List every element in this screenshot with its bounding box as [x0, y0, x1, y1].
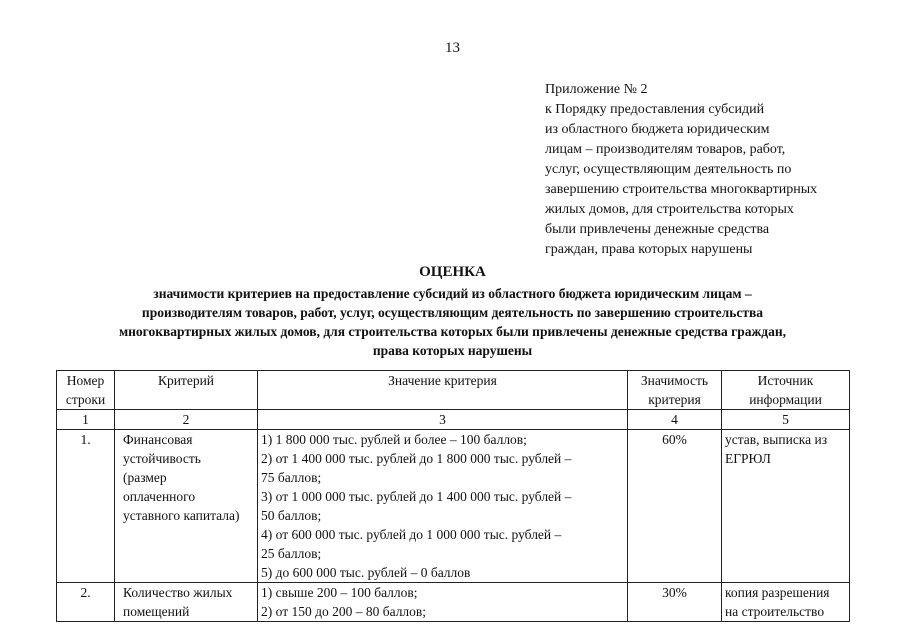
value-line: 50 баллов;	[261, 508, 322, 523]
appendix-line: услуг, осуществляющим деятельность по	[545, 162, 792, 177]
header-criterion	[115, 371, 258, 410]
table-row	[57, 583, 850, 622]
document-subtitle	[60, 284, 845, 360]
value-line: 3) от 1 000 000 тыс. рублей до 1 400 000 тыс. рублей –	[261, 489, 572, 504]
header-line: информации	[749, 392, 822, 407]
column-number-row	[57, 410, 850, 430]
value-line: 25 баллов;	[261, 546, 322, 561]
column-number: 1	[57, 410, 115, 430]
header-line: Источник	[757, 373, 814, 388]
source-line: устав, выписка из	[725, 432, 828, 447]
criterion-line: оплаченного	[123, 489, 196, 504]
header-line: Номер	[66, 373, 105, 388]
criterion-weight: 60%	[628, 430, 722, 583]
header-line: Критерий	[157, 373, 215, 388]
row-number: 1.	[57, 430, 115, 583]
header-line: Значимость	[640, 373, 709, 388]
appendix-line: Приложение № 2	[545, 82, 648, 97]
column-number: 5	[722, 410, 850, 430]
row-number: 2.	[57, 583, 115, 622]
criterion-value	[258, 583, 628, 622]
criterion-name	[115, 430, 258, 583]
criterion-line: (размер	[123, 470, 167, 485]
table-row	[57, 430, 850, 583]
criterion-line: Количество жилых	[123, 585, 233, 600]
subtitle-line: производителям товаров, работ, услуг, осуществляющим деятельность по завершению строительства	[141, 305, 764, 320]
information-source	[722, 430, 850, 583]
criterion-value	[258, 430, 628, 583]
header-line: строки	[65, 392, 106, 407]
value-line: 5) до 600 000 тыс. рублей – 0 баллов	[261, 565, 471, 580]
header-criterion-value	[258, 371, 628, 410]
header-row-number	[57, 371, 115, 410]
criterion-name	[115, 583, 258, 622]
subtitle-line: значимости критериев на предоставление субсидий из областного бюджета юридическим лицам –	[153, 286, 752, 301]
appendix-line: из областного бюджета юридическим	[545, 122, 770, 137]
appendix-line: завершению строительства многоквартирных	[545, 182, 818, 197]
subtitle-line: права которых нарушены	[372, 343, 533, 358]
source-line: копия разрешения	[725, 585, 830, 600]
criterion-line: Финансовая	[123, 432, 193, 447]
appendix-line: жилых домов, для строительства которых	[545, 202, 794, 217]
column-number: 4	[628, 410, 722, 430]
value-line: 1) свыше 200 – 100 баллов;	[261, 585, 418, 600]
criterion-weight: 30%	[628, 583, 722, 622]
column-number: 2	[115, 410, 258, 430]
header-information-source	[722, 371, 850, 410]
column-number: 3	[258, 410, 628, 430]
criterion-line: устойчивость	[123, 451, 201, 466]
criterion-line: уставного капитала)	[123, 508, 240, 523]
appendix-line: были привлечены денежные средства	[545, 222, 770, 237]
header-line: Значение критерия	[388, 373, 497, 388]
criteria-table	[56, 370, 850, 622]
appendix-line: лицам – производителям товаров, работ,	[545, 142, 786, 157]
value-line: 2) от 150 до 200 – 80 баллов;	[261, 604, 427, 619]
value-line: 75 баллов;	[261, 470, 322, 485]
page-number: 13	[445, 40, 460, 56]
header-line: критерия	[648, 392, 701, 407]
appendix-note	[545, 80, 885, 260]
source-line: ЕГРЮЛ	[725, 451, 771, 466]
information-source	[722, 583, 850, 622]
criterion-line: помещений	[123, 604, 190, 619]
value-line: 4) от 600 000 тыс. рублей до 1 000 000 тыс. рублей –	[261, 527, 562, 542]
document-title: ОЦЕНКА	[419, 264, 486, 280]
appendix-line: граждан, права которых нарушены	[545, 242, 753, 257]
appendix-line: к Порядку предоставления субсидий	[545, 102, 765, 117]
header-criterion-weight	[628, 371, 722, 410]
value-line: 2) от 1 400 000 тыс. рублей до 1 800 000 тыс. рублей –	[261, 451, 572, 466]
subtitle-line: многоквартирных жилых домов, для строительства которых были привлечены денежные средства граждан,	[118, 324, 787, 339]
source-line: на строительство	[725, 604, 825, 619]
table-header-row	[57, 371, 850, 410]
value-line: 1) 1 800 000 тыс. рублей и более – 100 баллов;	[261, 432, 527, 447]
